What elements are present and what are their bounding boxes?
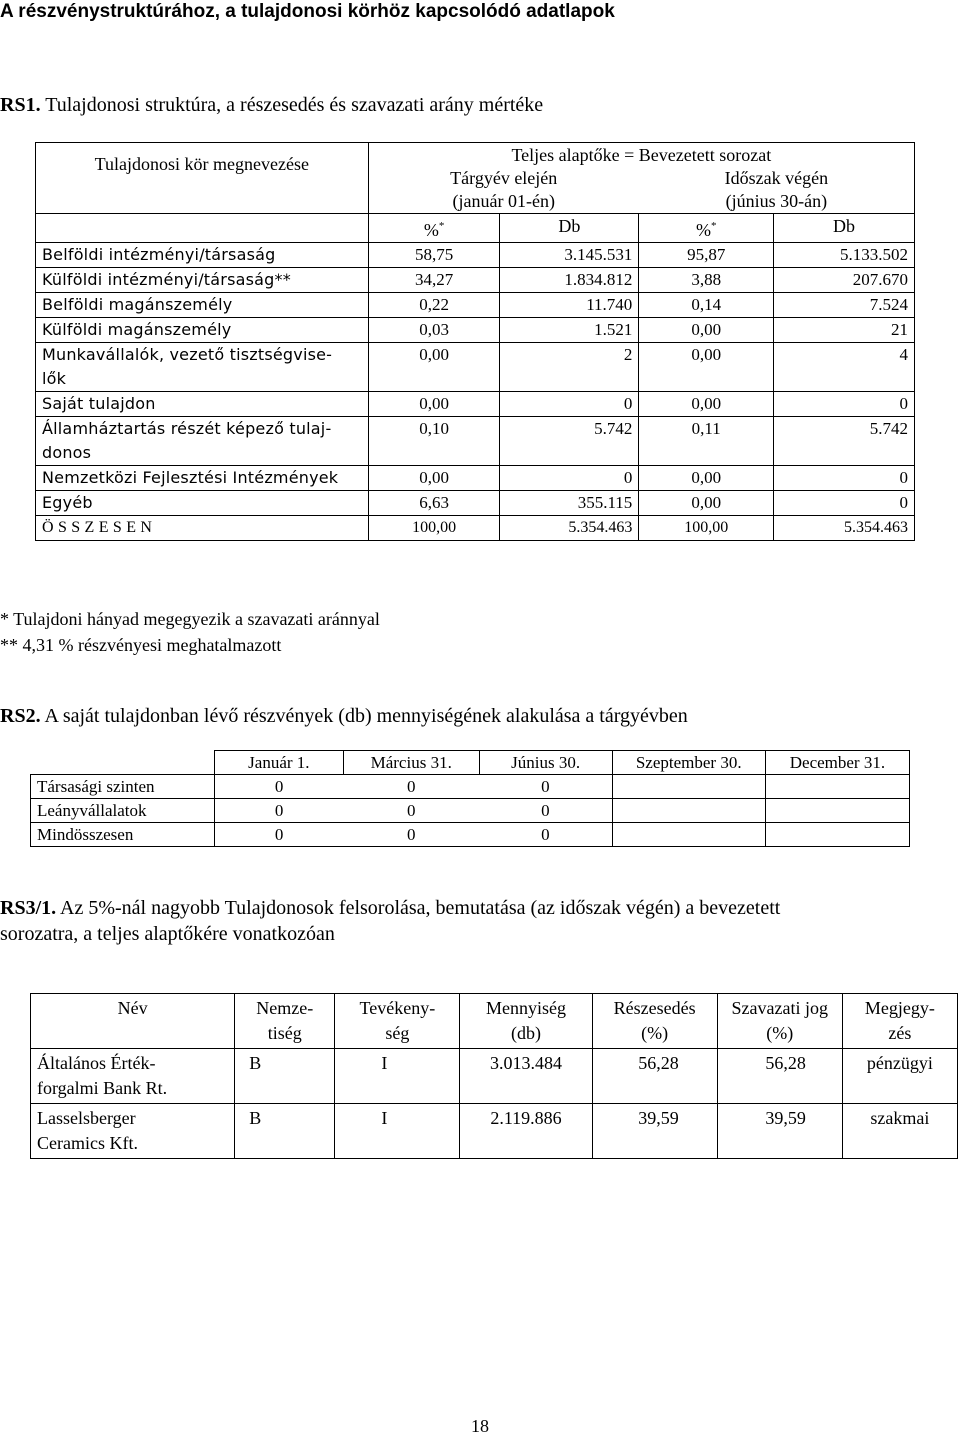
table-row: Általános Érték- forgalmi Bank Rt. B I 3.013.484 56,28 56,28 pénzügyi (31, 1049, 958, 1104)
footnote-1: * Tulajdoni hányad megegyezik a szavazati aránnyal (0, 609, 380, 629)
rs3-code: RS3/1. (0, 897, 57, 919)
table-row: Külföldi magánszemély 0,03 1.521 0,00 21 (36, 318, 915, 343)
col-quantity: Mennyiség (db) (460, 994, 592, 1049)
col-name: Név (31, 994, 235, 1049)
rs2-title-text: A saját tulajdonban lévő részvények (db) mennyiségének alakulása a tárgyévben (44, 705, 688, 727)
table-row: Saját tulajdon 0,00 0 0,00 0 (36, 392, 915, 417)
col-share: Részesedés (%) (592, 994, 717, 1049)
header-period-start: Tárgyév elején (január 01-én) (368, 167, 639, 214)
main-title: A részvénystruktúrához, a tulajdonosi körhöz kapcsolódó adatlapok (0, 1, 615, 22)
header-db-start: Db (500, 214, 639, 243)
table-row-total: Ö S S Z E S E N 100,00 5.354.463 100,00 5.354.463 (36, 516, 915, 541)
table-row: Belföldi intézményi/társaság 58,75 3.145.531 95,87 5.133.502 (36, 243, 915, 268)
rs3-title-line2: sorozatra, a teljes alaptőkére vonatkozóan (0, 923, 335, 945)
col-note: Megjegy- zés (842, 994, 957, 1049)
col-jan: Január 1. (214, 751, 343, 775)
table-row: Lasselsberger Ceramics Kft. B I 2.119.886 39,59 39,59 szakmai (31, 1104, 958, 1159)
table-row: Belföldi magánszemély 0,22 11.740 0,14 7.524 (36, 293, 915, 318)
table-row: Nemzetközi Fejlesztési Intézmények 0,00 0 0,00 0 (36, 466, 915, 491)
col-mar: Március 31. (343, 751, 479, 775)
rs1-code: RS1. (0, 94, 41, 116)
col-voting: Szavazati jog (%) (717, 994, 842, 1049)
col-nationality: Nemze- tiség (235, 994, 335, 1049)
table-row: Külföldi intézményi/társaság** 34,27 1.834.812 3,88 207.670 (36, 268, 915, 293)
header-pct-end: %* (639, 214, 774, 243)
table-row: Mindösszesen 0 0 0 (31, 823, 910, 847)
col-activity: Tevékeny- ség (335, 994, 460, 1049)
page-number: 18 (471, 1416, 489, 1436)
col-dec: December 31. (765, 751, 909, 775)
header-blank (36, 214, 369, 243)
col-sep: Szeptember 30. (612, 751, 765, 775)
table-row: Társasági szinten 0 0 0 (31, 775, 910, 799)
header-db-end: Db (774, 214, 915, 243)
table-row: Leányvállalatok 0 0 0 (31, 799, 910, 823)
table-row: Államháztartás részét képező tulaj- donos 0,10 5.742 0,11 5.742 (36, 417, 915, 466)
footnote-2: ** 4,31 % részvényesi meghatalmazott (0, 635, 282, 655)
treasury-shares-table (30, 750, 910, 847)
header-period-end: Időszak végén (június 30-án) (639, 167, 915, 214)
col-jun: Június 30. (479, 751, 612, 775)
header-group: Teljes alaptőke = Bevezetett sorozat (368, 143, 914, 168)
rs2-title (0, 703, 688, 729)
header-owner-category: Tulajdonosi kör megnevezése (36, 143, 369, 214)
table-row: Munkavállalók, vezető tisztségvise- lők 0,00 2 0,00 4 (36, 343, 915, 392)
ownership-structure-table (35, 142, 915, 541)
rs3-title-line1: Az 5%-nál nagyobb Tulajdonosok felsorolása, bemutatása (az időszak végén) a bevezetett (60, 897, 781, 919)
rs1-title (0, 92, 543, 118)
header-pct-start: %* (368, 214, 500, 243)
rs2-code: RS2. (0, 705, 41, 727)
major-owners-table (30, 993, 958, 1159)
rs1-title-text: Tulajdonosi struktúra, a részesedés és szavazati arány mértéke (45, 94, 544, 116)
table-row: Egyéb 6,63 355.115 0,00 0 (36, 491, 915, 516)
rs3-title (0, 895, 960, 947)
